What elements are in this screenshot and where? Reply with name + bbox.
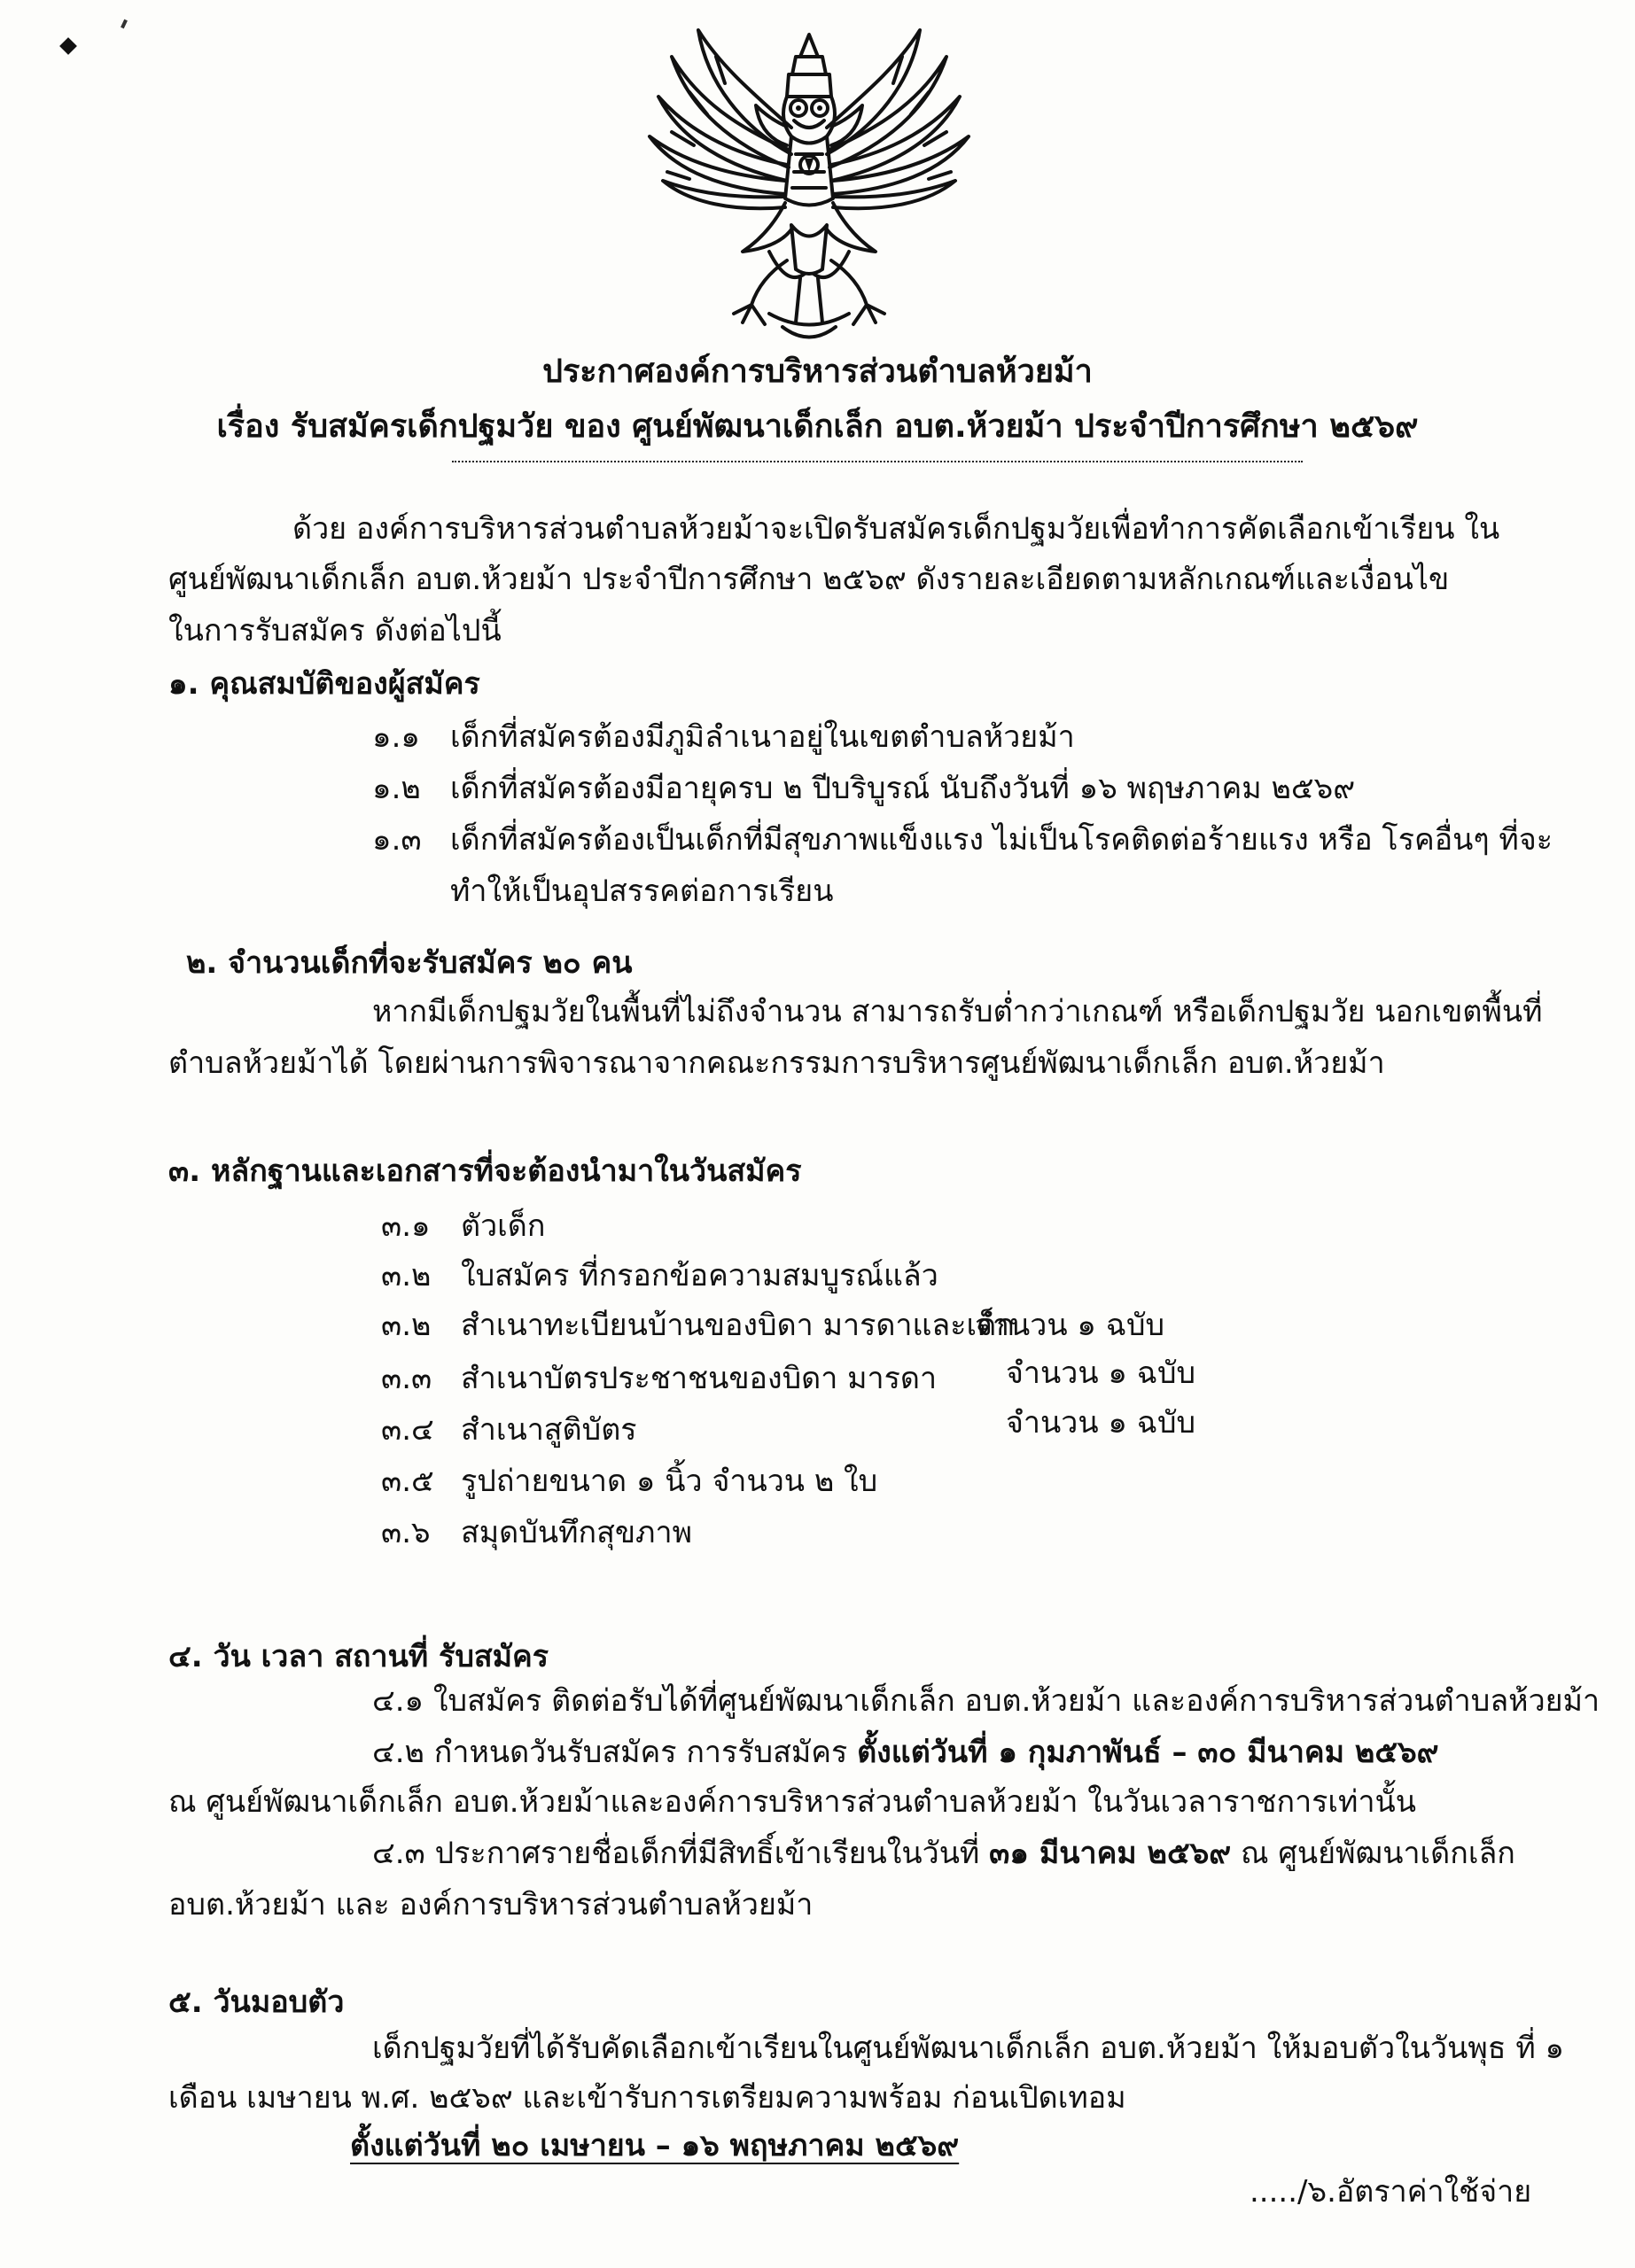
- list-item: เด็กที่สมัครต้องเป็นเด็กที่มีสุขภาพแข็งแรง ไม่เป็นโรคติดต่อร้ายแรง หรือ โรคอื่นๆ ที่จะ: [450, 822, 1553, 858]
- paragraph-line: ตำบลห้วยม้าได้ โดยผ่านการพิจารณาจากคณะกรรมการบริหารศูนย์พัฒนาเด็กเล็ก อบต.ห้วยม้า: [168, 1045, 1385, 1081]
- list-item-quantity: จำนวน ๑ ฉบับ: [975, 1308, 1165, 1343]
- list-item-quantity: จำนวน ๑ ฉบับ: [1006, 1355, 1196, 1391]
- list-item: สมุดบันทึกสุขภาพ: [461, 1515, 692, 1550]
- list-item: เด็กที่สมัครต้องมีอายุครบ ๒ ปีบริบูรณ์ นับถึงวันที่ ๑๖ พฤษภาคม ๒๕๖๙: [450, 771, 1356, 806]
- list-item: สำเนาบัตรประชาชนของบิดา มารดา: [461, 1361, 938, 1396]
- handover-date-range: ตั้งแต่วันที่ ๒๐ เมษายน – ๑๖ พฤษภาคม ๒๕๖๙: [350, 2128, 960, 2163]
- list-item: สำเนาทะเบียนบ้านของบิดา มารดาและเด็ก: [461, 1308, 1015, 1343]
- list-item-number: ๓.๖: [381, 1515, 431, 1550]
- list-item-continuation: ทำให้เป็นอุปสรรคต่อการเรียน: [450, 874, 834, 909]
- dotted-divider: [452, 461, 1303, 462]
- paragraph-line: [372, 1834, 1515, 1873]
- garuda-emblem-icon: [636, 21, 982, 358]
- list-item-quantity: จำนวน ๑ ฉบับ: [1006, 1405, 1196, 1441]
- list-item: สำเนาสูติบัตร: [461, 1412, 637, 1448]
- list-item-number: ๓.๑: [381, 1208, 431, 1244]
- section-heading: ๓. หลักฐานและเอกสารที่จะต้องนำมาในวันสมัคร: [168, 1153, 802, 1189]
- emphasis-date: ๓๑ มีนาคม ๒๕๖๙: [989, 1836, 1232, 1871]
- emphasis-date: ตั้งแต่วันที่ ๑ กุมภาพันธ์ – ๓๐ มีนาคม ๒๕๖๙: [857, 1735, 1439, 1770]
- scan-speck: [59, 37, 77, 55]
- page-subject: เรื่อง รับสมัครเด็กปฐมวัย ของ ศูนย์พัฒนาเด็กเล็ก อบต.ห้วยม้า ประจำปีการศึกษา ๒๕๖๙: [216, 408, 1419, 445]
- list-item: รูปถ่ายขนาด ๑ นิ้ว จำนวน ๒ ใบ: [461, 1464, 878, 1499]
- list-item-number: ๑.๑: [372, 719, 420, 755]
- page-title: ประกาศองค์การบริหารส่วนตำบลห้วยม้า: [542, 353, 1093, 390]
- paragraph-line: เด็กปฐมวัยที่ได้รับคัดเลือกเข้าเรียนในศูนย์พัฒนาเด็กเล็ก อบต.ห้วยม้า ให้มอบตัวในวันพุธ ที่ ๑: [372, 2031, 1565, 2066]
- text-span: ๔.๒ กำหนดวันรับสมัคร การรับสมัคร: [372, 1735, 858, 1770]
- paragraph-line: เดือน เมษายน พ.ศ. ๒๕๖๙ และเข้ารับการเตรียมความพร้อม ก่อนเปิดเทอม: [168, 2080, 1126, 2116]
- list-item-number: ๓.๕: [381, 1464, 434, 1499]
- paragraph-line: ๔.๑ ใบสมัคร ติดต่อรับได้ที่ศูนย์พัฒนาเด็กเล็ก อบต.ห้วยม้า และองค์การบริหารส่วนตำบลห้วยม้า: [372, 1683, 1600, 1719]
- list-item-number: ๑.๒: [372, 771, 421, 806]
- list-item-number: ๑.๓: [372, 822, 422, 858]
- list-item: เด็กที่สมัครต้องมีภูมิลำเนาอยู่ในเขตตำบลห้วยม้า: [450, 719, 1075, 755]
- paragraph-line: [372, 1733, 1439, 1772]
- text-span: ณ ศูนย์พัฒนาเด็กเล็ก: [1231, 1836, 1515, 1871]
- section-heading: ๑. คุณสมบัติของผู้สมัคร: [168, 666, 480, 702]
- scan-speck: [121, 19, 128, 29]
- text-span: ๔.๓ ประกาศรายชื่อเด็กที่มีสิทธิ์เข้าเรียนในวันที่: [372, 1836, 990, 1871]
- list-item-number: ๓.๔: [381, 1412, 434, 1448]
- intro-line: ในการรับสมัคร ดังต่อไปนี้: [168, 613, 502, 649]
- paragraph-line: อบต.ห้วยม้า และ องค์การบริหารส่วนตำบลห้วยม้า: [168, 1887, 814, 1922]
- page-continuation: ...../๖.อัตราค่าใช้จ่าย: [1250, 2174, 1532, 2210]
- section-heading: ๔. วัน เวลา สถานที่ รับสมัคร: [168, 1639, 549, 1674]
- list-item-number: ๓.๒: [381, 1308, 432, 1343]
- list-item-number: ๓.๒: [381, 1258, 432, 1293]
- intro-line: ด้วย องค์การบริหารส่วนตำบลห้วยม้าจะเปิดรับสมัครเด็กปฐมวัยเพื่อทำการคัดเลือกเข้าเรียน ใน: [292, 511, 1500, 547]
- section-heading: ๕. วันมอบตัว: [168, 1984, 345, 2020]
- list-item: ตัวเด็ก: [461, 1208, 546, 1244]
- paragraph-line: ณ ศูนย์พัฒนาเด็กเล็ก อบต.ห้วยม้าและองค์การบริหารส่วนตำบลห้วยม้า ในวันเวลาราชการเท่านั้น: [168, 1784, 1417, 1820]
- section-heading: ๒. จำนวนเด็กที่จะรับสมัคร ๒๐ คน: [186, 945, 633, 981]
- list-item: ใบสมัคร ที่กรอกข้อความสมบูรณ์แล้ว: [461, 1258, 938, 1293]
- list-item-number: ๓.๓: [381, 1361, 432, 1396]
- intro-line: ศูนย์พัฒนาเด็กเล็ก อบต.ห้วยม้า ประจำปีการศึกษา ๒๕๖๙ ดังรายละเอียดตามหลักเกณฑ์และเงื่อนไข: [168, 562, 1450, 597]
- paragraph-line: หากมีเด็กปฐมวัยในพื้นที่ไม่ถึงจำนวน สามารถรับต่ำกว่าเกณฑ์ หรือเด็กปฐมวัย นอกเขตพื้นที่: [372, 994, 1543, 1029]
